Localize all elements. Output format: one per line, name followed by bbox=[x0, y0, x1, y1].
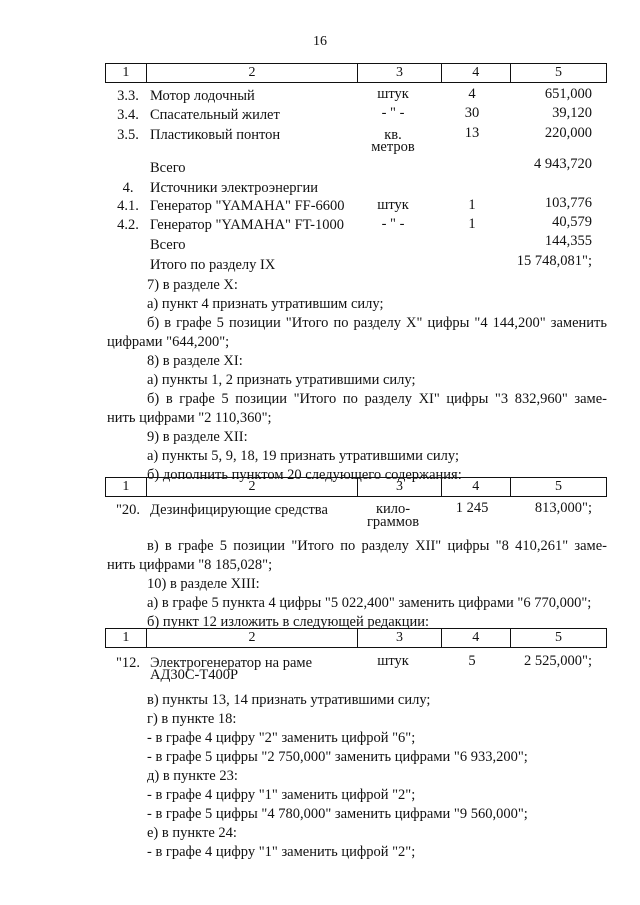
col-header-3: 3 bbox=[358, 64, 441, 83]
paragraph: 7) в разделе X: bbox=[147, 277, 238, 293]
row-qty: 13 bbox=[464, 125, 480, 141]
paragraph: 9) в разделе XII: bbox=[147, 429, 248, 445]
section-total-sum: 15 748,081"; bbox=[516, 253, 592, 269]
col-header-3: 3 bbox=[358, 478, 441, 497]
col-header-1: 1 bbox=[106, 64, 147, 83]
row-unit: штук bbox=[377, 197, 409, 213]
paragraph: б) в графе 5 позиции "Итого по разделу X" цифры "4 144,200" заменить bbox=[147, 315, 607, 331]
paragraph: - в графе 5 цифры "2 750,000" заменить цифрами "6 933,200"; bbox=[147, 749, 528, 765]
row-sum: 40,579 bbox=[552, 214, 592, 230]
row-name: Генератор "YAMAHA" FF-6600 bbox=[150, 198, 345, 214]
row-unit: штук bbox=[377, 86, 409, 102]
row-sum: 220,000 bbox=[544, 125, 592, 141]
col-header-4: 4 bbox=[441, 629, 510, 648]
row-unit-line1: кв. bbox=[384, 127, 402, 143]
row-unit-line2: граммов bbox=[366, 514, 420, 530]
table-header bbox=[105, 628, 607, 648]
row-number: 3.3. bbox=[117, 88, 139, 104]
col-header-1: 1 bbox=[106, 478, 147, 497]
row-sum: 103,776 bbox=[544, 195, 592, 211]
paragraph: е) в пункте 24: bbox=[147, 825, 237, 841]
row-number: 3.4. bbox=[117, 107, 139, 123]
col-header-2: 2 bbox=[146, 629, 358, 648]
row-name: Дезинфицирующие средства bbox=[150, 502, 328, 518]
row-sum: 651,000 bbox=[544, 86, 592, 102]
col-header-3: 3 bbox=[358, 629, 441, 648]
paragraph: в) в графе 5 позиции "Итого по разделу XII" цифры "8 410,261" заме- bbox=[147, 538, 607, 554]
paragraph: г) в пункте 18: bbox=[147, 711, 237, 727]
row-name-line2: АД30С-Т400Р bbox=[150, 667, 239, 683]
col-header-5: 5 bbox=[510, 64, 606, 83]
paragraph: а) пункты 1, 2 признать утратившими силу; bbox=[147, 372, 416, 388]
paragraph: цифрами "644,200"; bbox=[107, 334, 230, 350]
row-qty: 1 bbox=[468, 197, 476, 213]
total-sum: 4 943,720 bbox=[534, 156, 592, 172]
paragraph: б) в графе 5 позиции "Итого по разделу XI" цифры "3 832,960" заме- bbox=[147, 391, 607, 407]
page-number: 16 bbox=[313, 34, 327, 49]
group-title: Источники электроэнергии bbox=[150, 180, 318, 196]
row-number: "20. bbox=[115, 502, 141, 518]
row-number: "12. bbox=[115, 655, 141, 671]
paragraph: а) в графе 5 пункта 4 цифры "5 022,400" заменить цифрами "6 770,000"; bbox=[147, 595, 592, 611]
row-number: 4.1. bbox=[117, 198, 139, 214]
col-header-5: 5 bbox=[510, 478, 606, 497]
paragraph: а) пункты 5, 9, 18, 19 признать утратившими силу; bbox=[147, 448, 460, 464]
paragraph: а) пункт 4 признать утратившим силу; bbox=[147, 296, 384, 312]
total-sum: 144,355 bbox=[544, 233, 592, 249]
row-sum: 2 525,000"; bbox=[524, 653, 592, 669]
row-qty: 4 bbox=[468, 86, 476, 102]
paragraph: б) дополнить пунктом 20 следующего содержания: bbox=[147, 467, 462, 483]
paragraph: б) пункт 12 изложить в следующей редакции: bbox=[147, 614, 429, 630]
row-name-line1: Электрогенератор на раме bbox=[150, 655, 313, 671]
row-number: 4.2. bbox=[117, 217, 139, 233]
col-header-4: 4 bbox=[441, 478, 510, 497]
table-header bbox=[105, 63, 607, 83]
row-qty: 5 bbox=[468, 653, 476, 669]
col-header-2: 2 bbox=[146, 478, 358, 497]
paragraph: д) в пункте 23: bbox=[147, 768, 238, 784]
row-unit: - " - bbox=[381, 105, 405, 121]
paragraph: 8) в разделе XI: bbox=[147, 353, 243, 369]
row-qty: 30 bbox=[464, 105, 480, 121]
row-sum: 813,000"; bbox=[534, 500, 592, 516]
paragraph: - в графе 4 цифру "1" заменить цифрой "2"; bbox=[147, 844, 416, 860]
paragraph: нить цифрами "2 110,360"; bbox=[107, 410, 272, 426]
row-unit: штук bbox=[377, 653, 409, 669]
group-number: 4. bbox=[122, 180, 134, 196]
paragraph: - в графе 4 цифру "2" заменить цифрой "6"; bbox=[147, 730, 416, 746]
paragraph: нить цифрами "8 185,028"; bbox=[107, 557, 273, 573]
row-unit-line1: кило- bbox=[375, 501, 411, 517]
table-header bbox=[105, 477, 607, 497]
total-label: Всего bbox=[150, 237, 186, 253]
row-name: Генератор "YAMAHA" FT-1000 bbox=[150, 217, 345, 233]
col-header-4: 4 bbox=[441, 64, 510, 83]
row-name: Пластиковый понтон bbox=[150, 127, 281, 143]
row-unit: - " - bbox=[381, 216, 405, 232]
total-label: Всего bbox=[150, 160, 186, 176]
row-name: Мотор лодочный bbox=[150, 88, 255, 104]
section-total-label: Итого по разделу IX bbox=[150, 257, 276, 273]
row-sum: 39,120 bbox=[552, 105, 592, 121]
row-name: Спасательный жилет bbox=[150, 107, 280, 123]
row-qty: 1 bbox=[468, 216, 476, 232]
paragraph: - в графе 4 цифру "1" заменить цифрой "2"; bbox=[147, 787, 416, 803]
col-header-1: 1 bbox=[106, 629, 147, 648]
row-number: 3.5. bbox=[117, 127, 139, 143]
row-unit-line2: метров bbox=[371, 139, 415, 155]
paragraph: 10) в разделе XIII: bbox=[147, 576, 260, 592]
paragraph: в) пункты 13, 14 признать утратившими силу; bbox=[147, 692, 431, 708]
paragraph: - в графе 5 цифры "4 780,000" заменить цифрами "9 560,000"; bbox=[147, 806, 528, 822]
col-header-5: 5 bbox=[510, 629, 606, 648]
row-qty: 1 245 bbox=[455, 500, 489, 516]
col-header-2: 2 bbox=[146, 64, 358, 83]
